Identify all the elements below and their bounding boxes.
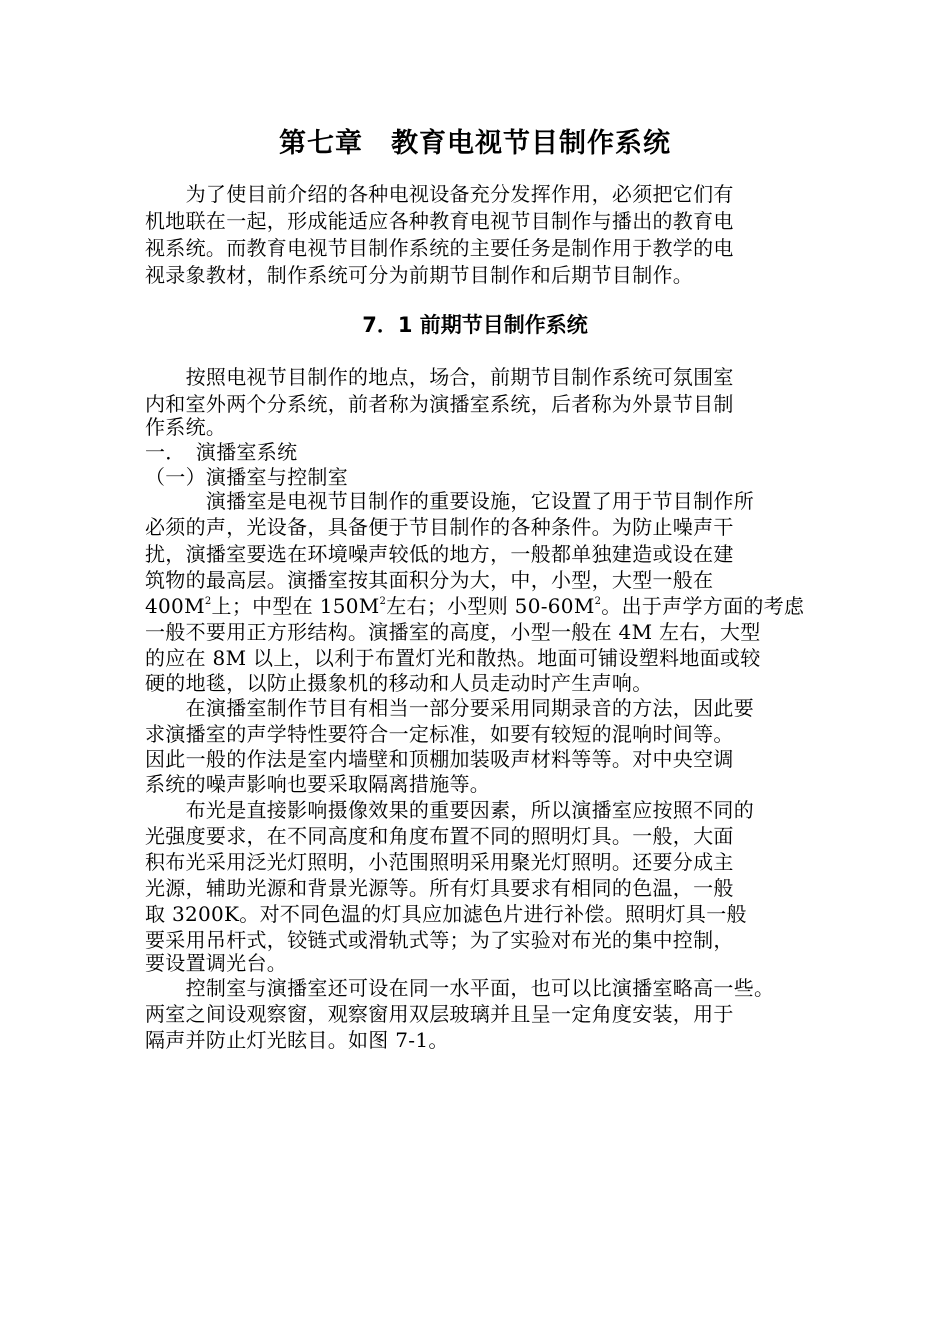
body-text-line: 内和室外两个分系统，前者称为演播室系统，后者称为外景节目制: [145, 392, 734, 416]
area-text: 上；中型在 150M: [211, 594, 380, 618]
body-text-line: 布光是直接影响摄像效果的重要因素，所以演播室应按照不同的: [145, 798, 754, 822]
body-text-line: 要设置调光台。: [145, 951, 288, 975]
body-text-line: 系统的噪声影响也要采取隔离措施等。: [145, 772, 491, 796]
body-text-line: 光强度要求，在不同高度和角度布置不同的照明灯具。一般，大面: [145, 824, 734, 848]
body-text-line: 因此一般的作法是室内墙壁和顶棚加装吸声材料等等。对中央空调: [145, 747, 734, 771]
body-text-line: 筑物的最高层。演播室按其面积分为大，中，小型，大型一般在: [145, 568, 714, 592]
body-text-line: 的应在 8M 以上，以利于布置灯光和散热。地面可铺设塑料地面或较: [145, 646, 761, 670]
superscript: 2: [594, 596, 602, 607]
body-text-line: 积布光采用泛光灯照明，小范围照明采用聚光灯照明。还要分成主: [145, 850, 734, 874]
body-text-line: 一般不要用正方形结构。演播室的高度，小型一般在 4M 左右，大型: [145, 620, 761, 644]
superscript: 2: [379, 596, 387, 607]
body-text-line: 取 3200K。对不同色温的灯具应加滤色片进行补偿。照明灯具一般: [145, 902, 747, 926]
area-text: 400M: [145, 594, 205, 618]
body-text-line: 隔声并防止灯光眩目。如图 7-1。: [145, 1028, 449, 1052]
body-text-line: 扰，演播室要选在环境噪声较低的地方，一般都单独建造或设在建: [145, 542, 734, 566]
intro-paragraph-line: 视系统。而教育电视节目制作系统的主要任务是制作用于教学的电: [145, 236, 734, 260]
body-text-line: 求演播室的声学特性要符合一定标准，如要有较短的混响时间等。: [145, 722, 734, 746]
body-text-line: 要采用吊杆式，铰链式或滑轨式等；为了实验对布光的集中控制，: [145, 928, 734, 952]
body-text-line: 在演播室制作节目有相当一部分要采用同期录音的方法，因此要: [145, 696, 754, 720]
chapter-title: 第七章 教育电视节目制作系统: [279, 128, 671, 159]
intro-paragraph-line: 为了使目前介绍的各种电视设备充分发挥作用，必须把它们有: [145, 182, 734, 206]
body-text-line: 演播室是电视节目制作的重要设施，它设置了用于节目制作所: [145, 489, 754, 513]
superscript: 2: [204, 596, 212, 607]
body-text-line-area: [145, 593, 804, 620]
area-text: 左右；小型则 50-60M: [386, 594, 595, 618]
section-title: 7．1 前期节目制作系统: [362, 313, 588, 337]
subsection-heading: 一． 演播室系统: [145, 440, 298, 464]
body-text-line: 光源，辅助光源和背景光源等。所有灯具要求有相同的色温，一般: [145, 876, 734, 900]
body-text-line: 按照电视节目制作的地点，场合，前期节目制作系统可氛围室: [145, 365, 734, 389]
intro-paragraph-line: 视录象教材，制作系统可分为前期节目制作和后期节目制作。: [145, 263, 694, 287]
body-text-line: 硬的地毯，以防止摄象机的移动和人员走动时产生声响。: [145, 671, 653, 695]
body-text-line: 两室之间设观察窗，观察窗用双层玻璃并且呈一定角度安装，用于: [145, 1002, 734, 1026]
area-text: 。出于声学方面的考虑: [601, 594, 805, 618]
body-text-line: 必须的声，光设备，具备便于节目制作的各种条件。为防止噪声干: [145, 515, 734, 539]
body-text-line: 作系统。: [145, 415, 227, 439]
subsection-heading: （一）演播室与控制室: [145, 465, 348, 489]
intro-paragraph-line: 机地联在一起，形成能适应各种教育电视节目制作与播出的教育电: [145, 209, 734, 233]
body-text-line: 控制室与演播室还可设在同一水平面，也可以比演播室略高一些。: [145, 976, 775, 1000]
